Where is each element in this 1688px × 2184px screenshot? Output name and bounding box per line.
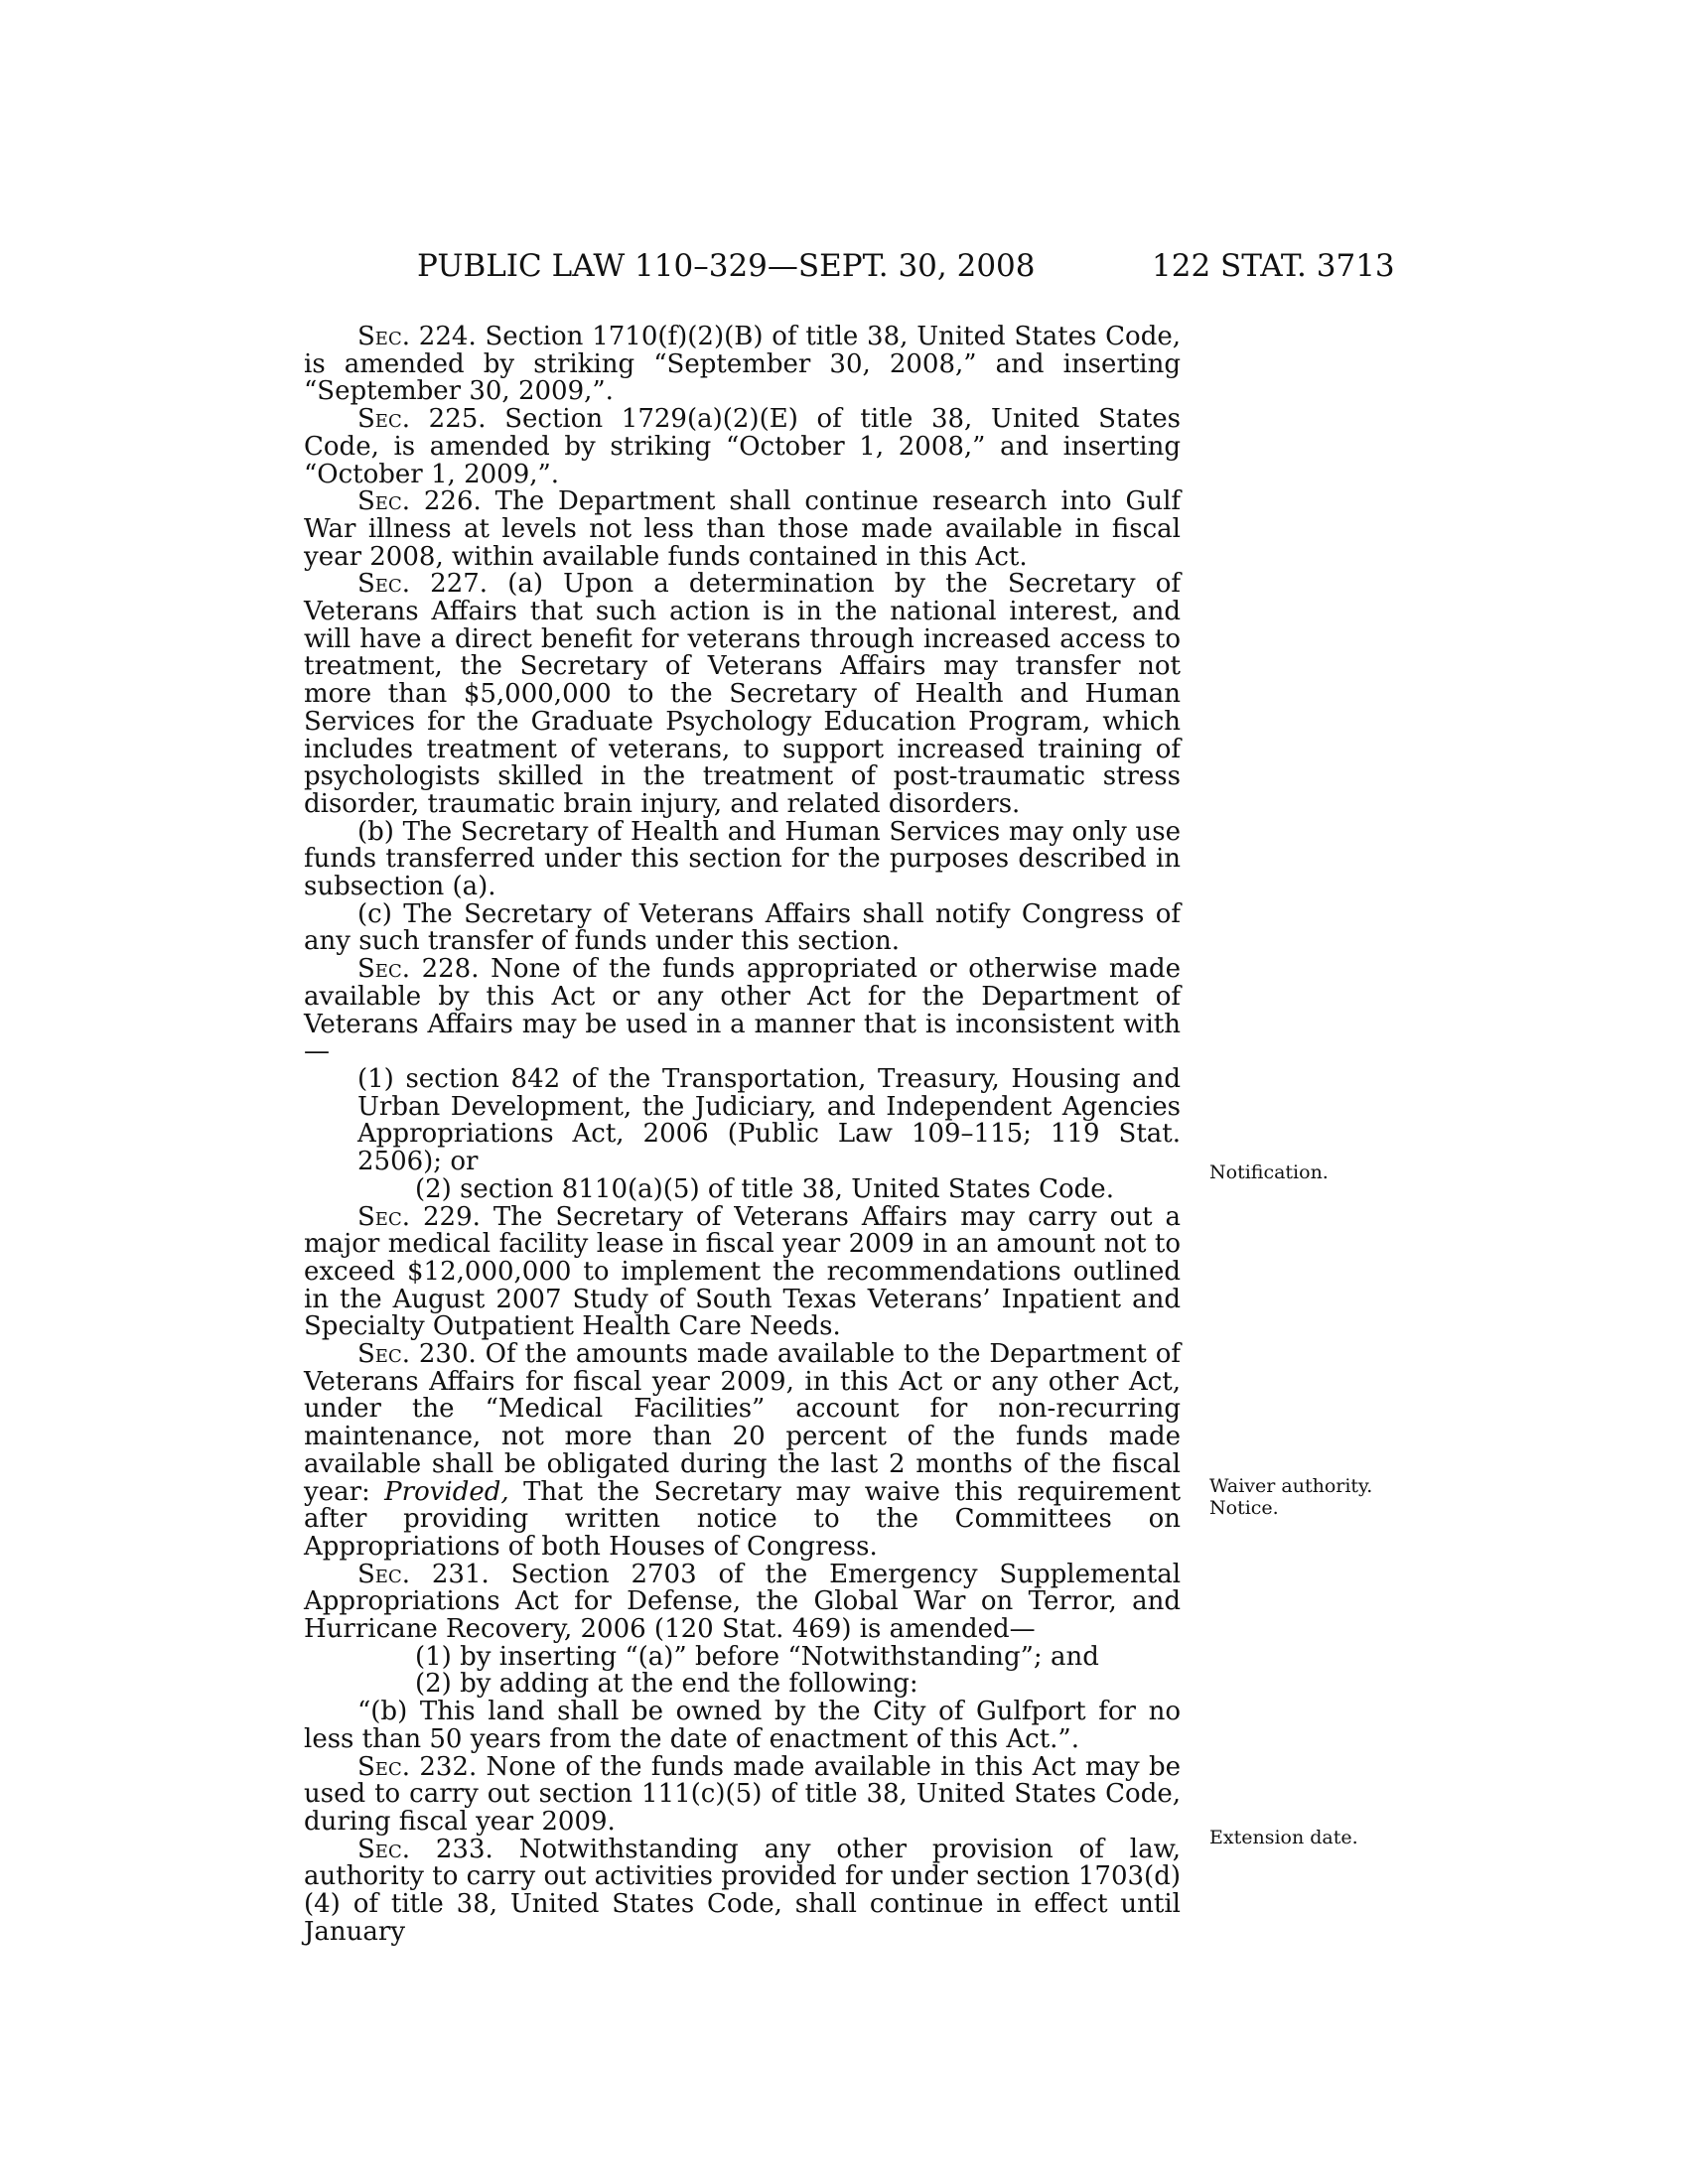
section-text: Section 2703 of the Emergency Supplemental Appropriations Act for Defense, the Global War on Terror, and Hurricane Recovery, 2006 (120 Stat. 469) is amended— <box>304 1559 1182 1645</box>
sec-label: Sec <box>357 322 402 351</box>
section-230: Sec. 230. Of the amounts made available to the Department of Veterans Affairs for fiscal year 2009, in this Act or any other Act, under the “Medical Facilities” account for non-recurring maintenance, not more than 20 percent of the funds made available shall be obligated during the last 2 months of the fiscal year: Provided, That the Secretary may waive this requirement after providing written notice to the Committees on Appropriations of both Houses of Congress. <box>304 1339 1182 1562</box>
section-227: Sec. 227. (a) Upon a determination by the Secretary of Veterans Affairs that such action is in the national interest, and will have a direct benefit for veterans through increased access to treatment, the Secretary of Veterans Affairs may transfer not more than $5,000,000 to the Secretary of Health and Human Services for the Graduate Psychology Education Program, which includes treatment of veterans, to support increased training of psychologists skilled in the treatment of post-traumatic stress disorder, traumatic brain injury, and related disorders. <box>304 569 1182 819</box>
margin-note-notification: Notification. <box>1209 1161 1329 1183</box>
section-231-item-1: (1) by inserting “(a)” before “Notwithstanding”; and <box>415 1641 1099 1672</box>
margin-note-notice: Notice. <box>1209 1497 1279 1519</box>
section-number: 226 <box>423 486 474 517</box>
section-text: The Secretary of Veterans Affairs may carry out a major medical facility lease in fiscal year 2009 in an amount not to exceed $12,000,000 to implement the recommendations outlined in the August 2007 Study of South Texas Veterans’ Inpatient and Specialty Outpatient Health Care Needs. <box>304 1201 1182 1342</box>
section-number: 224 <box>418 322 469 351</box>
section-text: Section 1710(f)(2)(B) of title 38, United States Code, is amended by striking “September 30, 2008,” and inserting “September 30, 2009,”. <box>304 322 1182 407</box>
section-228-item-2: (2) section 8110(a)(5) of title 38, United States Code. <box>415 1173 1114 1204</box>
sec-label: Sec <box>357 1201 402 1232</box>
section-228: Sec. 228. None of the funds appropriated or otherwise made available by this Act or any other Act for the Department of Veterans Affairs may be used in a manner that is inconsistent with— <box>304 954 1182 1067</box>
sec-label: Sec <box>357 1751 402 1782</box>
page-header-title: PUBLIC LAW 110–329—SEPT. 30, 2008 <box>417 248 1036 284</box>
section-number: 227 <box>430 569 480 600</box>
section-232: Sec. 232. None of the funds made available in this Act may be used to carry out section 111(c)(5) of title 38, United States Code, during fiscal year 2009. <box>304 1751 1181 1837</box>
section-number: 228 <box>421 954 472 985</box>
section-231-item-2: (2) by adding at the end the following: <box>415 1669 918 1700</box>
section-224: Sec. 224. Section 1710(f)(2)(B) of title 38, United States Code, is amended by striking “September 30, 2008,” and inserting “September 30, 2009,”. <box>304 322 1182 407</box>
section-227-c: (c) The Secretary of Veterans Affairs shall notify Congress of any such transfer of funds under this section. <box>304 898 1181 957</box>
sec-label: Sec <box>357 1834 402 1864</box>
section-number: 232 <box>419 1751 469 1782</box>
sec-label: Sec <box>357 569 402 600</box>
sec-label: Sec <box>357 404 402 435</box>
section-text: None of the funds appropriated or otherwise made available by this Act or any other Act for the Department of Veterans Affairs may be used in a manner that is inconsistent with— <box>304 954 1182 1067</box>
section-text: The Department shall continue research into Gulf War illness at levels not less than those made available in fiscal year 2008, within available funds contained in this Act. <box>304 486 1182 572</box>
section-number: 229 <box>423 1201 473 1232</box>
section-233: Sec. 233. Notwithstanding any other provision of law, authority to carry out activities provided for under section 1703(d)(4) of title 38, United States Code, shall continue in effect until January <box>304 1834 1182 1947</box>
section-229: Sec. 229. The Secretary of Veterans Affairs may carry out a major medical facility lease in fiscal year 2009 in an amount not to exceed $12,000,000 to implement the recommendations outlined in the August 2007 Study of South Texas Veterans’ Inpatient and Specialty Outpatient Health Care Needs. <box>304 1201 1182 1342</box>
proviso-italic: Provided, <box>384 1476 509 1507</box>
section-231-quoted: “(b) This land shall be owned by the City of Gulfport for no less than 50 years from the date of enactment of this Act.”. <box>304 1697 1181 1754</box>
section-text: None of the funds made available in this Act may be used to carry out section 111(c)(5) of title 38, United States Code, during fiscal year 2009. <box>304 1751 1181 1837</box>
margin-note-extension-date: Extension date. <box>1209 1827 1358 1848</box>
section-226: Sec. 226. The Department shall continue research into Gulf War illness at levels not less than those made available in fiscal year 2008, within available funds contained in this Act. <box>304 486 1182 572</box>
sec-label: Sec <box>357 954 402 985</box>
section-225: Sec. 225. Section 1729(a)(2)(E) of title 38, United States Code, is amended by striking “October 1, 2008,” and inserting “October 1, 2009,”. <box>304 404 1182 489</box>
page-header-stat: 122 STAT. 3713 <box>1152 248 1395 284</box>
section-text-continued: That the Secretary may waive this requirement after providing written notice to the Committees on Appropriations of both Houses of Congress. <box>304 1476 1182 1562</box>
section-227-b: (b) The Secretary of Health and Human Services may only use funds transferred under this section for the purposes described in subsection (a). <box>304 816 1181 902</box>
section-number: 225 <box>428 404 479 435</box>
margin-note-waiver-authority: Waiver authority. <box>1209 1475 1373 1497</box>
section-text: Of the amounts made available to the Department of Veterans Affairs for fiscal year 2009, in this Act or any other Act, under the “Medical Facilities” account for non-recurring maintenance, not more than 20 percent of the funds made available shall be obligated during the last 2 months of the fiscal year: <box>304 1339 1182 1507</box>
section-number: 230 <box>418 1339 469 1370</box>
sec-label: Sec <box>357 486 402 517</box>
document-body <box>304 324 1181 1946</box>
section-231: Sec. 231. Section 2703 of the Emergency Supplemental Appropriations Act for Defense, the Global War on Terror, and Hurricane Recovery, 2006 (120 Stat. 469) is amended— <box>304 1559 1182 1645</box>
section-text: Section 1729(a)(2)(E) of title 38, United States Code, is amended by striking “October 1, 2008,” and inserting “October 1, 2009,”. <box>304 404 1182 489</box>
section-number: 233 <box>435 1834 486 1864</box>
sec-label: Sec <box>357 1339 402 1370</box>
section-number: 231 <box>431 1559 482 1589</box>
section-text: (a) Upon a determination by the Secretary of Veterans Affairs that such action is in the national interest, and will have a direct benefit for veterans through increased access to treatment, the Secretary of Veterans Affairs may transfer not more than $5,000,000 to the Secretary of Health and Human Services for the Graduate Psychology Education Program, which includes treatment of veterans, to support increased training of psychologists skilled in the treatment of post-traumatic stress disorder, traumatic brain injury, and related disorders. <box>304 569 1182 819</box>
section-228-item-1: (1) section 842 of the Transportation, Treasury, Housing and Urban Development, the Judiciary, and Independent Agencies Appropriations Act, 2006 (Public Law 109–115; 119 Stat. 2506); or <box>357 1063 1181 1177</box>
sec-label: Sec <box>357 1559 402 1589</box>
section-text: Notwithstanding any other provision of law, authority to carry out activities provided for under section 1703(d)(4) of title 38, United States Code, shall continue in effect until January <box>304 1834 1182 1947</box>
